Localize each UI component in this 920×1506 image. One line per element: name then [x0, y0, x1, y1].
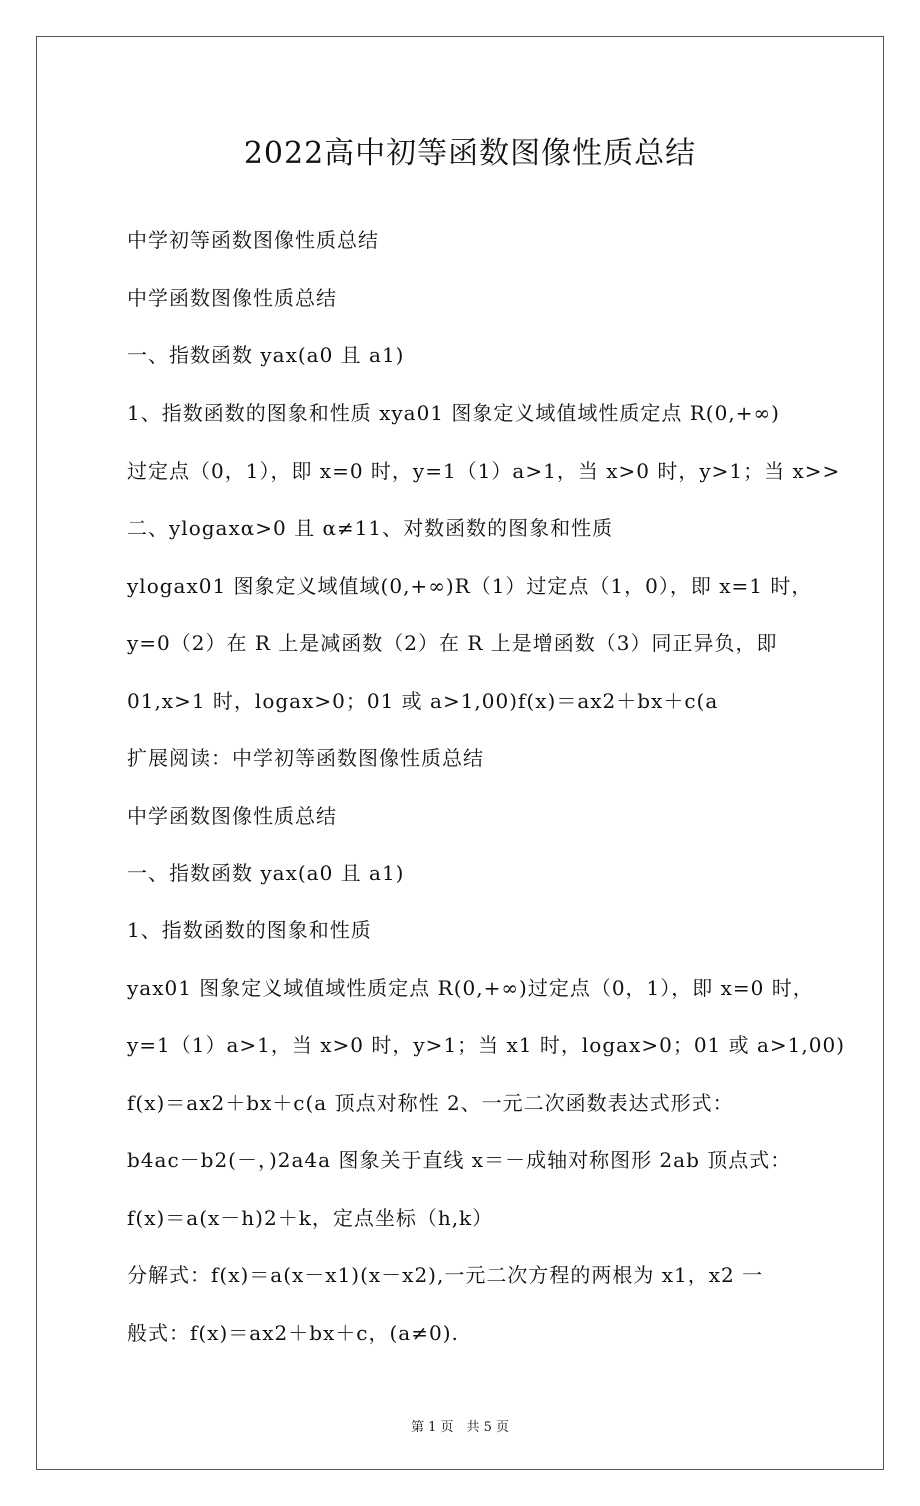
text-line: 一、指数函数 yax(a0 且 a1): [127, 343, 405, 367]
text-line: 中学函数图像性质总结: [127, 804, 337, 828]
text-line: 中学函数图像性质总结: [127, 286, 337, 310]
text-line: ylogax01 图象定义域值域(0,+∞)R（1）过定点（1，0），即 x=1 时，: [127, 574, 813, 598]
text-line: 分解式：f(x)＝a(x－x1)(x－x2),一元二次方程的两根为 x1，x2 一: [127, 1263, 764, 1287]
text-line: 般式：f(x)＝ax2＋bx＋c，(a≠0).: [127, 1321, 459, 1345]
text-line: yax01 图象定义域值域性质定点 R(0,+∞)过定点（0，1），即 x=0 时，: [127, 976, 814, 1000]
text-line: f(x)＝a(x－h)2＋k，定点坐标（h,k）: [127, 1206, 494, 1230]
text-line: 扩展阅读：中学初等函数图像性质总结: [127, 746, 484, 770]
page-number: 第 1 页 共 5 页: [410, 1420, 510, 1435]
text-line: y=1（1）a>1，当 x>0 时，y>1；当 x1 时，logax>0；01 或 a>1,00): [127, 1033, 845, 1057]
text-line: b4ac－b2(－，)2a4a 图象关于直线 x＝－成轴对称图形 2ab 顶点式：: [127, 1148, 792, 1172]
text-line: 01,x>1 时，logax>0；01 或 a>1,00)f(x)＝ax2＋bx＋c(a: [127, 689, 719, 713]
text-line: 1、指数函数的图象和性质 xya01 图象定义域值域性质定点 R(0,+∞): [127, 401, 780, 425]
text-line: 一、指数函数 yax(a0 且 a1): [127, 861, 405, 885]
text-line: 过定点（0，1），即 x=0 时，y=1（1）a>1，当 x>0 时，y>1；当 x>>: [127, 459, 841, 483]
text-line: f(x)＝ax2＋bx＋c(a 顶点对称性 2、一元二次函数表达式形式：: [127, 1091, 734, 1115]
text-line: 1、指数函数的图象和性质: [127, 918, 372, 942]
text-line: 中学初等函数图像性质总结: [127, 228, 379, 252]
document-title: 2022高中初等函数图像性质总结: [243, 136, 697, 171]
text-line: 二、ylogaxα>0 且 α≠11、对数函数的图象和性质: [127, 516, 614, 540]
text-line: y=0（2）在 R 上是减函数（2）在 R 上是增函数（3）同正异负，即: [127, 631, 778, 655]
